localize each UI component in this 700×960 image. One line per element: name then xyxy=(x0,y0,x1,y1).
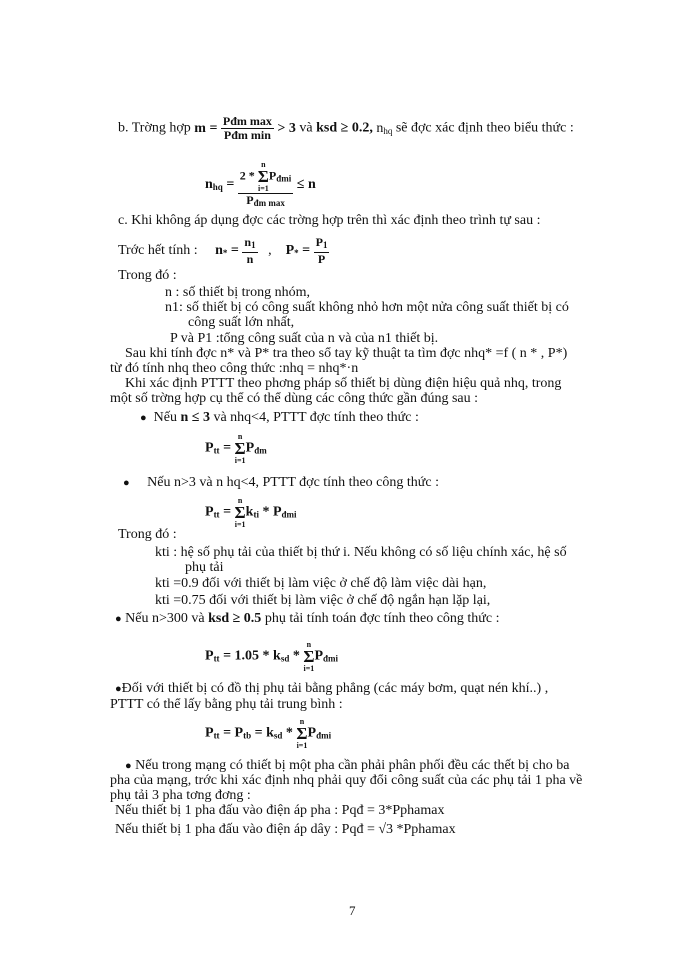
bullet-2: ● Nếu n>3 và n hq<4, PTTT đợc tính theo công thức : xyxy=(123,475,439,490)
n-def: n : số thiết bị trong nhóm, xyxy=(165,285,311,300)
sau-khi-a: Sau khi tính đợc n* và P* tra theo sổ tay kỹ thuật ta tìm đợc nhq* =f ( n * , P*) xyxy=(125,346,568,361)
khi-xd-b: một số trờng hợp cụ thể có thể dùng các công thức gần đúng sau : xyxy=(110,391,479,406)
kti-def-b: phụ tải xyxy=(185,560,224,575)
bullet-icon: ● xyxy=(140,412,147,424)
bullet-1: ● Nếu n ≤ 3 và nhq<4, PTTT đợc tính theo thức : xyxy=(140,410,419,425)
neu4-a: ● Nếu trong mạng có thiết bị một pha cần phải phân phối đều các thết bị cho ba xyxy=(125,758,570,773)
neu4-c: phụ tải 3 pha tơng đơng : xyxy=(110,788,251,803)
b-intro: b. Trờng hợp xyxy=(118,120,191,136)
truoc-het-line: Trớc hết tính : $n_*$ = $\frac{n_1}{n}$ , $P_*$ = $\frac{P_1}{P}$ xyxy=(118,235,328,266)
kti-09: kti =0.9 đối với thiết bị làm việc ở chế độ làm việc dài hạn, xyxy=(155,576,487,591)
kti-075: kti =0.75 đối với thiết bị làm việc ở chế độ ngắn hạn lặp lại, xyxy=(155,593,491,608)
trong-do-2: Trong đó : xyxy=(118,527,177,542)
pha-line: Nếu thiết bị 1 pha đấu vào điện áp pha : Pqđ = 3*Pphamax xyxy=(115,803,445,818)
bullet-icon: ● xyxy=(115,683,122,695)
bullet-icon: ● xyxy=(123,477,130,489)
n1-def-a: n1: số thiết bị có công suất không nhỏ hơn một nửa công suất thiết bị có xyxy=(165,300,569,315)
n1-def-b: công suất lớn nhất, xyxy=(188,315,295,330)
ptt-k-formula: $P_{tt}$ = n Σ i=1 $k_{ti} * P_{đmi}$ xyxy=(205,496,297,529)
bullet-3: ● Nếu n>300 và ksd ≥ 0.5 phụ tải tính toán đợc tính theo công thức : xyxy=(115,611,500,626)
nhq-formula: $n_{hq}$ = 2 * n Σ i=1 $P_{đmi}$ $P_{đm max}$ ≤ n xyxy=(205,160,316,208)
neu4-b: pha của mạng, trớc khi xác định nhq phải quy đổi công suất của các phụ tải 1 pha về xyxy=(110,773,583,788)
m-formula: m = $\frac{\text{Pđm max}}{\text{Pđm min}}$ > 3 xyxy=(194,114,300,142)
day-line: Nếu thiết bị 1 pha đấu vào điện áp dây : Pqđ = √3 *Pphamax xyxy=(115,822,456,837)
doi-voi-b: PTTT có thể lấy bằng phụ tải trung bình : xyxy=(110,697,343,712)
b-tail: sẽ đợc xác định theo biểu thức : xyxy=(395,120,574,136)
bullet-icon: ● xyxy=(125,760,132,772)
trong-do-1: Trong đó : xyxy=(118,268,177,283)
b-va: và xyxy=(299,120,313,136)
ptt-sum-formula: $P_{tt}$ = n Σ i=1 $P_{đm}$ xyxy=(205,432,267,465)
ptt-tb-formula: $P_{tt} = P_{tb} = k_{sd}$ * n Σ i=1 $P_{đmi}$ xyxy=(205,717,332,750)
line-c: c. Khi không áp dụng đợc các trờng hợp trên thì xác định theo trình tự sau : xyxy=(118,213,541,228)
doi-voi-a: ●Đối với thiết bị có đồ thị phụ tải bằng phẳng (các máy bơm, quạt nén khí..) , xyxy=(115,681,549,696)
khi-xd-a: Khi xác định PTTT theo phơng pháp số thiết bị dùng điện hiệu quả nhq, trong xyxy=(125,376,562,391)
nhq-text: $n_{hq}$ xyxy=(376,120,393,136)
ptt-105-formula: $P_{tt} = 1.05 * k_{sd}$ * n Σ i=1 $P_{đmi}$ xyxy=(205,640,339,673)
sau-khi-b: từ đó tính nhq theo công thức :nhq = nhq*·n xyxy=(110,361,359,376)
bullet-icon: ● xyxy=(115,613,122,625)
line-b xyxy=(118,115,574,142)
kti-def-a: kti : hệ số phụ tải của thiết bị thứ i. Nếu không có số liệu chính xác, hệ số xyxy=(155,545,567,560)
page-number: 7 xyxy=(349,903,356,918)
p-def: P và P1 :tổng công suất của n và của n1 thiết bị. xyxy=(170,331,439,346)
ksd-formula: ksd ≥ 0.2, xyxy=(316,120,373,136)
